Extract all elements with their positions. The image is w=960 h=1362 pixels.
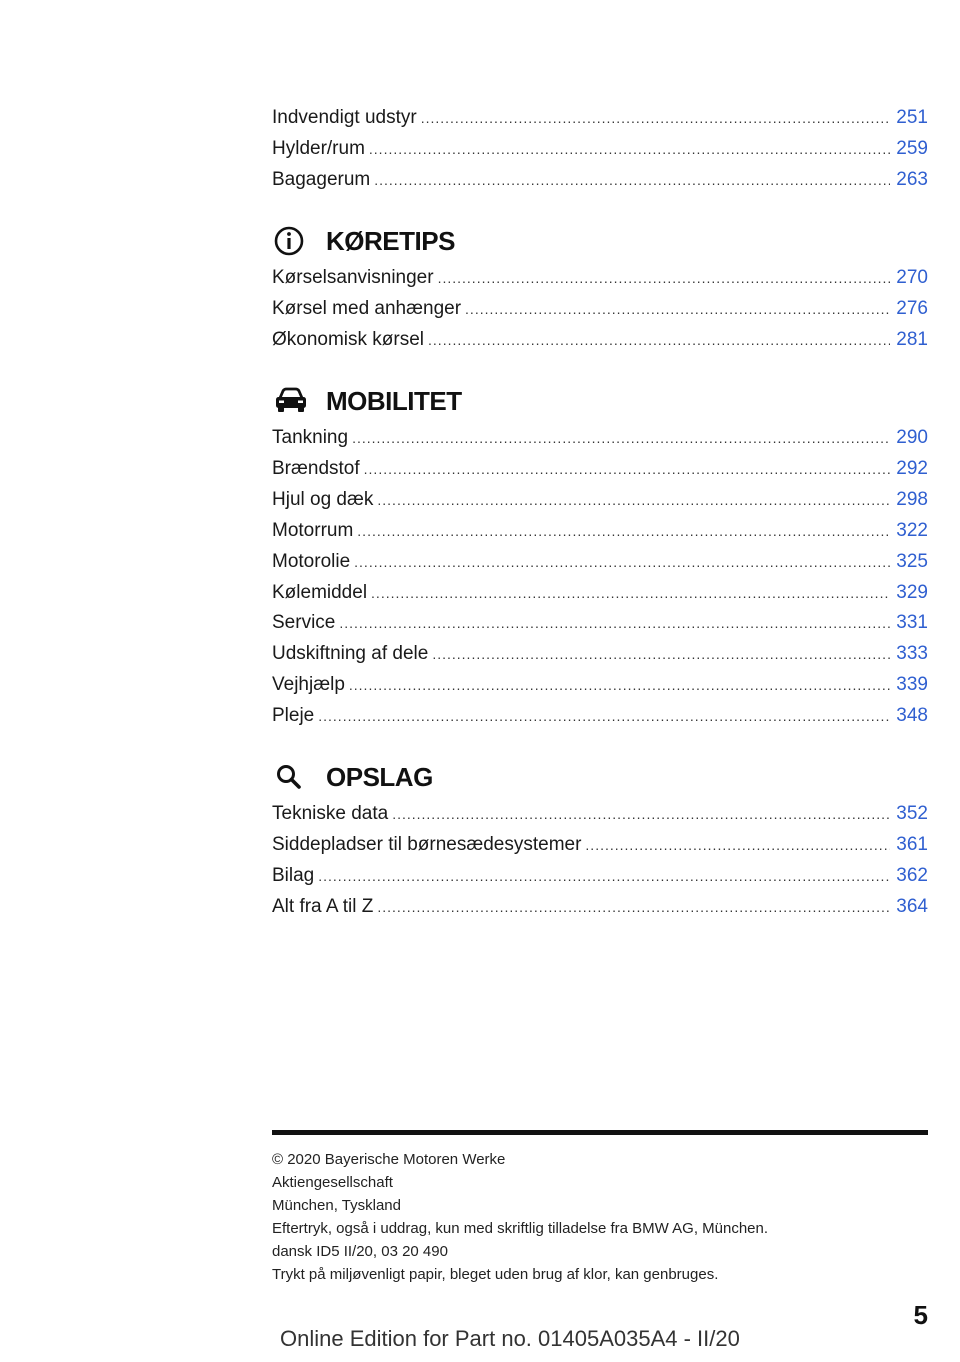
section-heading-driving — [272, 224, 455, 258]
toc-entry-vejhjaelp[interactable] — [272, 673, 928, 697]
toc-entry-page-link[interactable]: 270 — [896, 267, 928, 288]
leader-dots — [349, 673, 890, 697]
section-heading-reference — [272, 760, 433, 794]
toc-entry-motorrum[interactable] — [272, 519, 928, 543]
toc-entry-label: Tekniske data — [272, 803, 389, 824]
toc-entry-bagagerum[interactable] — [272, 168, 928, 192]
imprint-block — [272, 1148, 768, 1286]
toc-entry-hjul-og-daek[interactable] — [272, 488, 928, 512]
leader-dots — [432, 642, 890, 666]
leader-dots — [438, 266, 891, 290]
leader-dots — [465, 297, 890, 321]
imprint-line: © 2020 Bayerische Motoren Werke — [272, 1151, 506, 1168]
toc-entry-hylder-rum[interactable] — [272, 137, 928, 161]
toc-entry-siddepladser[interactable] — [272, 833, 928, 857]
toc-entry-label: Vejhjælp — [272, 674, 345, 695]
search-icon — [272, 760, 312, 794]
toc-entry-label: Kølemiddel — [272, 582, 368, 603]
toc-entry-alt-fra-a-til-z[interactable] — [272, 895, 928, 919]
imprint-line: dansk ID5 II/20, 03 20 490 — [272, 1243, 448, 1260]
toc-entry-kolemiddel[interactable] — [272, 581, 928, 605]
toc-entry-page-link[interactable]: 298 — [896, 489, 928, 510]
toc-entry-label: Motorrum — [272, 520, 354, 541]
toc-entry-page-link[interactable]: 339 — [896, 674, 928, 695]
toc-entry-label: Hjul og dæk — [272, 489, 374, 510]
toc-entry-tankning[interactable] — [272, 426, 928, 450]
toc-entry-label: Pleje — [272, 705, 315, 726]
toc-entry-braendstof[interactable] — [272, 457, 928, 481]
info-icon — [272, 224, 312, 258]
toc-entry-label: Bagagerum — [272, 169, 371, 190]
leader-dots — [377, 488, 890, 512]
leader-dots — [421, 106, 891, 130]
toc-entry-label: Kørsel med anhænger — [272, 298, 462, 319]
section-title: KØRETIPS — [326, 225, 455, 256]
imprint-line: Eftertryk, også i uddrag, kun med skriftlig tilladelse fra BMW AG, München. — [272, 1220, 769, 1237]
imprint-line: Aktiengesellschaft — [272, 1174, 393, 1191]
leader-dots — [585, 833, 890, 857]
toc-entry-page-link[interactable]: 352 — [896, 803, 928, 824]
toc-entry-page-link[interactable]: 362 — [896, 865, 928, 886]
imprint-divider — [272, 1130, 928, 1135]
imprint-line: Trykt på miljøvenligt papir, bleget uden brug af klor, kan genbruges. — [272, 1266, 719, 1283]
toc-entry-label: Alt fra A til Z — [272, 896, 374, 917]
toc-entry-page-link[interactable]: 281 — [896, 329, 928, 350]
toc-entry-page-link[interactable]: 329 — [896, 582, 928, 603]
toc-entry-label: Tankning — [272, 427, 349, 448]
page-number: 5 — [913, 1300, 928, 1330]
toc-entry-page-link[interactable]: 333 — [896, 643, 928, 664]
leader-dots — [339, 611, 890, 635]
leader-dots — [371, 581, 890, 605]
toc-entry-page-link[interactable]: 331 — [896, 612, 928, 633]
toc-entry-pleje[interactable] — [272, 704, 928, 728]
toc-entry-service[interactable] — [272, 611, 928, 635]
toc-entry-label: Motorolie — [272, 551, 351, 572]
leader-dots — [318, 864, 890, 888]
toc-entry-label: Økonomisk kørsel — [272, 329, 425, 350]
toc-entry-label: Kørselsanvisninger — [272, 267, 434, 288]
leader-dots — [354, 550, 890, 574]
toc-entry-bilag[interactable] — [272, 864, 928, 888]
toc-entry-okonomisk-korsel[interactable] — [272, 328, 928, 352]
toc-entry-indvendigt-udstyr[interactable] — [272, 106, 928, 130]
toc-entry-page-link[interactable]: 348 — [896, 705, 928, 726]
leader-dots — [428, 328, 890, 352]
toc-entry-page-link[interactable]: 290 — [896, 427, 928, 448]
toc-entry-label: Hylder/rum — [272, 138, 365, 159]
leader-dots — [352, 426, 890, 450]
leader-dots — [392, 802, 890, 826]
leader-dots — [318, 704, 890, 728]
toc-entry-label: Bilag — [272, 865, 315, 886]
imprint-line: München, Tyskland — [272, 1197, 401, 1214]
section-title: OPSLAG — [326, 761, 433, 792]
toc-entry-page-link[interactable]: 361 — [896, 834, 928, 855]
leader-dots — [377, 895, 890, 919]
toc-entry-motorolie[interactable] — [272, 550, 928, 574]
leader-dots — [357, 519, 890, 543]
toc-entry-korsel-med-anhaenger[interactable] — [272, 297, 928, 321]
section-heading-mobility — [272, 384, 462, 418]
online-edition-footer: Online Edition for Part no. 01405A035A4 - II/20 — [280, 1326, 740, 1351]
section-title: MOBILITET — [326, 385, 462, 416]
toc-entry-label: Udskiftning af dele — [272, 643, 429, 664]
toc-entry-label: Service — [272, 612, 336, 633]
leader-dots — [364, 457, 891, 481]
toc-entry-label: Brændstof — [272, 458, 360, 479]
toc-entry-page-link[interactable]: 325 — [896, 551, 928, 572]
toc-entry-page-link[interactable]: 364 — [896, 896, 928, 917]
toc-entry-korselsanvisninger[interactable] — [272, 266, 928, 290]
toc-entry-page-link[interactable]: 276 — [896, 298, 928, 319]
toc-entry-page-link[interactable]: 251 — [896, 107, 928, 128]
leader-dots — [369, 137, 890, 161]
toc-entry-tekniske-data[interactable] — [272, 802, 928, 826]
toc-entry-page-link[interactable]: 263 — [896, 169, 928, 190]
toc-entry-page-link[interactable]: 259 — [896, 138, 928, 159]
toc-entry-page-link[interactable]: 292 — [896, 458, 928, 479]
toc-entry-label: Indvendigt udstyr — [272, 107, 417, 128]
car-icon — [272, 384, 312, 418]
toc-entry-page-link[interactable]: 322 — [896, 520, 928, 541]
toc-entry-udskiftning-af-dele[interactable] — [272, 642, 928, 666]
leader-dots — [374, 168, 890, 192]
toc-entry-label: Siddepladser til børnesædesystemer — [272, 834, 582, 855]
